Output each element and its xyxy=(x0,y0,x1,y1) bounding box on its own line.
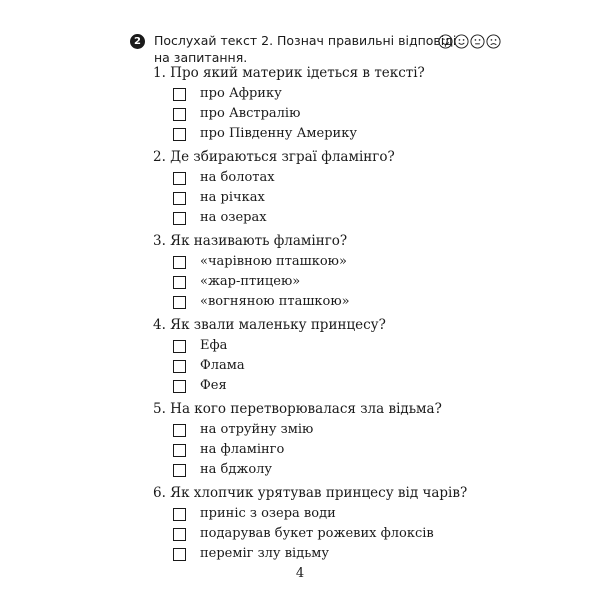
answer-option[interactable] xyxy=(153,504,473,524)
answer-option[interactable] xyxy=(153,84,473,104)
answer-label: на озерах xyxy=(200,210,267,225)
answer-checkbox[interactable] xyxy=(173,192,186,205)
answer-checkbox[interactable] xyxy=(173,88,186,101)
answer-label: «чарівною пташкою» xyxy=(200,254,347,269)
answer-option[interactable] xyxy=(153,440,473,460)
answer-checkbox[interactable] xyxy=(173,172,186,185)
question-title: 4. Як звали маленьку принцесу? xyxy=(153,317,386,333)
answer-label: на фламінго xyxy=(200,442,285,457)
answer-checkbox[interactable] xyxy=(173,424,186,437)
answer-option[interactable] xyxy=(153,104,473,124)
answer-label: на річках xyxy=(200,190,265,205)
answer-label: приніс з озера води xyxy=(200,506,336,521)
answer-checkbox[interactable] xyxy=(173,276,186,289)
question-title: 3. Як називають фламінго? xyxy=(153,233,348,249)
answer-label: про Африку xyxy=(200,86,282,101)
answer-label: на болотах xyxy=(200,170,275,185)
question-title: 6. Як хлопчик урятував принцесу від чарів? xyxy=(153,485,468,501)
question-6 xyxy=(153,484,473,564)
answer-option[interactable] xyxy=(153,376,473,396)
answer-option[interactable] xyxy=(153,124,473,144)
answer-option[interactable] xyxy=(153,168,473,188)
answer-label: переміг злу відьму xyxy=(200,546,330,561)
self-assessment-faces xyxy=(438,34,501,49)
answer-label: Ефа xyxy=(200,338,228,353)
answer-checkbox[interactable] xyxy=(173,464,186,477)
answer-option[interactable] xyxy=(153,252,473,272)
answer-checkbox[interactable] xyxy=(173,108,186,121)
answer-checkbox[interactable] xyxy=(173,508,186,521)
answer-label: про Австралію xyxy=(200,106,301,121)
answer-option[interactable] xyxy=(153,292,473,312)
question-title: 5. На кого перетворювалася зла відьма? xyxy=(153,401,442,417)
smile-face-icon[interactable] xyxy=(438,34,453,49)
answer-label: на отруйну змію xyxy=(200,422,314,437)
answer-option[interactable] xyxy=(153,524,473,544)
sad-face-icon[interactable] xyxy=(486,34,501,49)
happy-face-icon[interactable] xyxy=(454,34,469,49)
answer-label: подарував букет рожевих флоксів xyxy=(200,526,434,541)
answer-option[interactable] xyxy=(153,356,473,376)
task-number-badge: 2 xyxy=(130,34,145,49)
question-title: 2. Де збираються зграї фламінго? xyxy=(153,149,395,165)
task-instruction: Послухай текст 2. Познач правильні відповіді на запитання. xyxy=(154,33,457,65)
answer-option[interactable] xyxy=(153,460,473,480)
answer-checkbox[interactable] xyxy=(173,528,186,541)
answer-label: «вогняною пташкою» xyxy=(200,294,350,309)
answer-label: на бджолу xyxy=(200,462,273,477)
answer-checkbox[interactable] xyxy=(173,360,186,373)
answer-option[interactable] xyxy=(153,188,473,208)
answer-option[interactable] xyxy=(153,420,473,440)
answer-label: про Південну Америку xyxy=(200,126,357,141)
question-2 xyxy=(153,148,473,228)
answer-label: «жар-птицею» xyxy=(200,274,301,289)
question-title: 1. Про який материк ідеться в тексті? xyxy=(153,65,425,81)
answer-checkbox[interactable] xyxy=(173,128,186,141)
question-1 xyxy=(153,64,473,144)
answer-checkbox[interactable] xyxy=(173,296,186,309)
answer-option[interactable] xyxy=(153,336,473,356)
question-3 xyxy=(153,232,473,312)
question-4 xyxy=(153,316,473,396)
answer-checkbox[interactable] xyxy=(173,340,186,353)
answer-checkbox[interactable] xyxy=(173,256,186,269)
answer-label: Флама xyxy=(200,358,245,373)
answer-checkbox[interactable] xyxy=(173,380,186,393)
answer-checkbox[interactable] xyxy=(173,212,186,225)
answer-checkbox[interactable] xyxy=(173,548,186,561)
neutral-face-icon[interactable] xyxy=(470,34,485,49)
question-5 xyxy=(153,400,473,480)
questions-list xyxy=(153,64,473,568)
answer-label: Фея xyxy=(200,378,227,393)
page-number: 4 xyxy=(295,566,305,581)
answer-option[interactable] xyxy=(153,544,473,564)
answer-checkbox[interactable] xyxy=(173,444,186,457)
answer-option[interactable] xyxy=(153,272,473,292)
answer-option[interactable] xyxy=(153,208,473,228)
